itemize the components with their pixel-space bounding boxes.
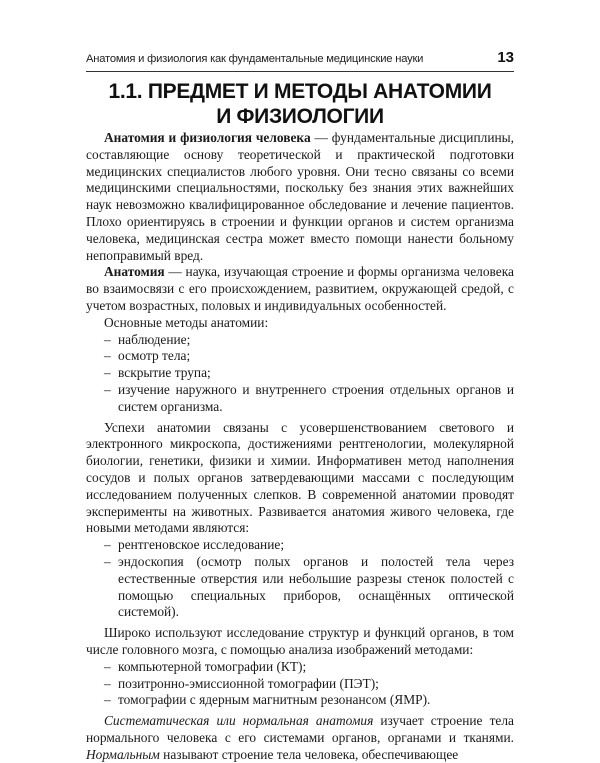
list-item: – эндоскопия (осмотр полых органов и полостей тела через естественные отверстия или небольшие разрезы стенок полостей с помощью специальных приборов, оснащённых оптической системой). xyxy=(86,554,514,621)
imaging-methods-list xyxy=(86,659,514,709)
term-normal: Нормальным xyxy=(86,746,160,762)
section-title xyxy=(86,79,514,129)
paragraph-definition-anatomy: Анатомия — наука, изучающая строение и формы организма человека во взаимосвязи с его происхождением, развитием, окружающей средой, с учетом возрастных, половых и индивидуальных особенностей. xyxy=(86,264,514,313)
running-header xyxy=(86,49,514,72)
list-item: – изучение наружного и внутреннего строения отдельных органов и систем организма. xyxy=(86,382,514,416)
term-anatomy: Анатомия xyxy=(104,264,165,280)
paragraph-definition-anatomy-physiology: Анатомия и физиология человека — фундаментальные дисциплины, составляющие основу теоретической и практической подготовки медицинских специалистов любого уровня. Они тесно связаны со всеми медицинскими специальностями, поскольку без знания этих важнейших наук невозможно квалифицированное обследование и лечение пациентов. Плохо ориентируясь в строении и функции органов и систем организма человека, медицинская сестра может вместо помощи нанести больному непоправимый вред. xyxy=(86,130,514,263)
methods-list xyxy=(86,332,514,416)
paragraph-imaging: Широко используют исследование структур и функций органов, в том числе головного мозга, с помощью анализа изображений методами: xyxy=(86,625,514,657)
paragraph-anatomy-progress: Успехи анатомии связаны с усовершенствованием светового и электронного микроскопа, достижениями рентгенологии, молекулярной биологии, генетики, физики и химии. Информативен метод наполнения сосудов и полых органов затвердевающими массами с последующим исследованием полученных слепков. В современной анатомии проводят эксперименты на животных. Развивается анатомия живого человека, где новыми методами являются: xyxy=(86,419,514,536)
new-methods-list xyxy=(86,537,514,621)
term-anatomy-physiology: Анатомия и физиология человека xyxy=(104,130,311,145)
list-item: – осмотр тела; xyxy=(86,348,514,365)
list-item: – компьютерной томографии (КТ); xyxy=(86,659,514,676)
paragraph-systematic-anatomy: Систематическая или нормальная анатомия изучает строение тела нормального человека с его системами органов, органами и тканями. Нормальным называют строение тела человека, обеспечивающее xyxy=(86,713,514,762)
list-item: – позитронно-эмиссионной томографии (ПЭТ); xyxy=(86,676,514,693)
section-title-line-2: И ФИЗИОЛОГИИ xyxy=(216,105,384,128)
list-item: – наблюдение; xyxy=(86,332,514,349)
body-text xyxy=(86,130,514,763)
list-item: – рентгеновское исследование; xyxy=(86,537,514,554)
page-number: 13 xyxy=(497,49,514,66)
paragraph-methods-intro: Основные методы анатомии: xyxy=(104,314,269,330)
list-item: – вскрытие трупа; xyxy=(86,365,514,382)
list-item: – томографии с ядерным магнитным резонансом (ЯМР). xyxy=(86,692,514,709)
running-title: Анатомия и физиология как фундаментальные медицинские науки xyxy=(86,53,424,65)
term-systematic-anatomy: Систематическая или нормальная анатомия xyxy=(104,713,374,729)
section-title-line-1: 1.1. ПРЕДМЕТ И МЕТОДЫ АНАТОМИИ xyxy=(108,80,492,103)
